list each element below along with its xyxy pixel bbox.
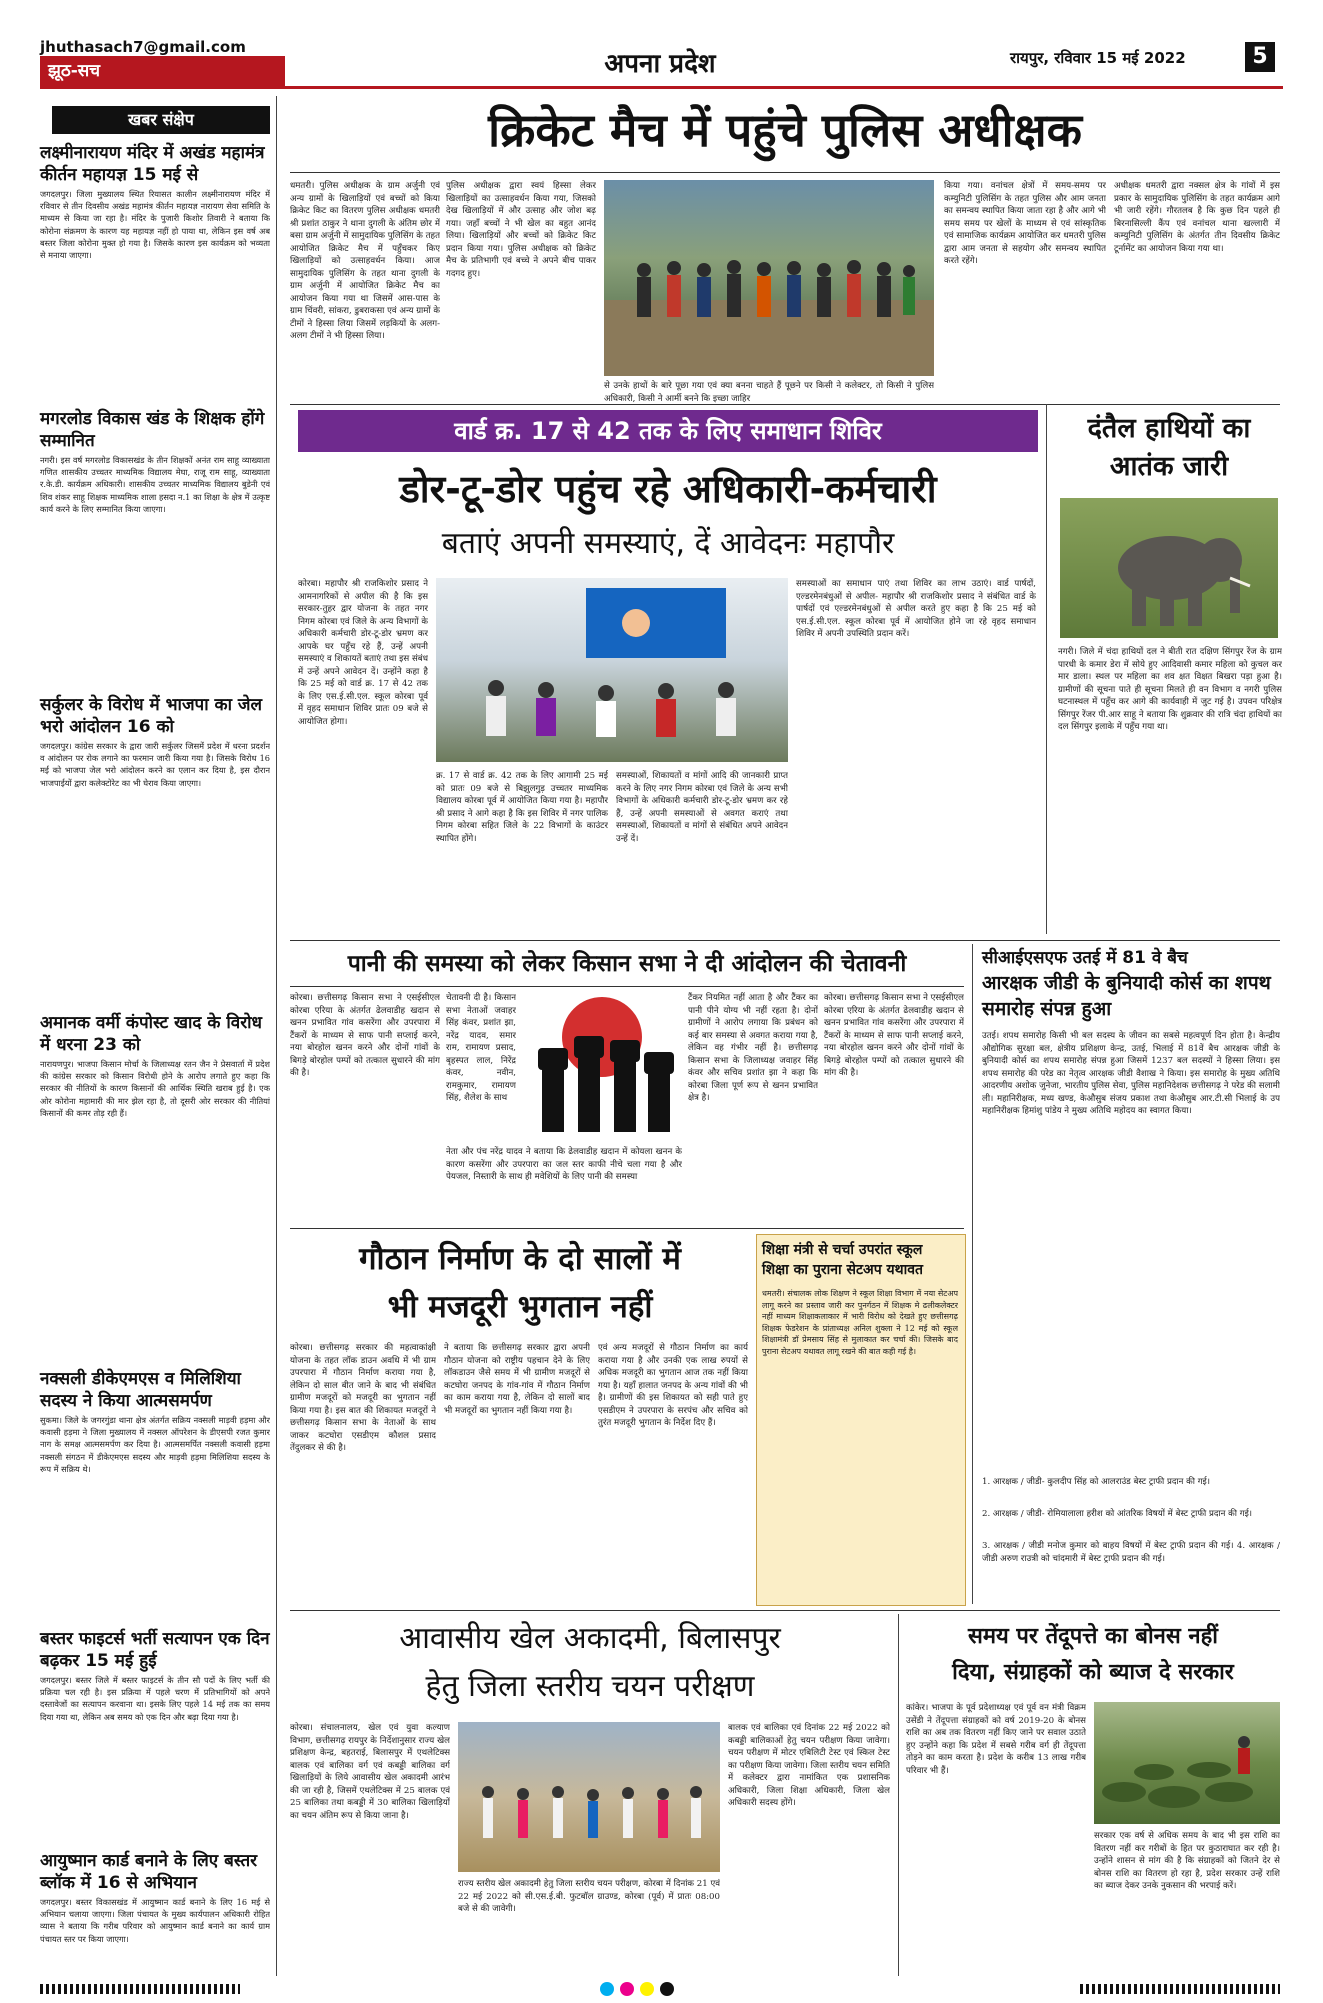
masthead-rule [40,86,1283,89]
tendupatta-photo-illustration [1094,1702,1280,1824]
lead-caption: से उनके हाथों के बारे पूछा गया एवं क्या बनना चाहते हैं पूछने पर किसी ने कलेक्टर, तो किसी ने पुलिस अधिकारी, किसी ने आर्मी बनने कि इच्छा जाहिर [604,381,934,404]
cmyk-yellow-mark [640,1982,654,1996]
kisan-text: कोरबा। छत्तीसगढ़ किसान सभा ने एसईसीएल कोरबा एरिया के अंतर्गत ढेलवाडीह खदान से खनन प्रभावित गांव कसरेंगा और उपरपारा में टैंकरों के माध्यम से साफ पानी सप्लाई करने, नया बोरहोल खनन करने और दोनों गांवों के बिगड़े बोरहोल पम्पों को तत्काल सुधारने की मांग की है। [290,993,440,1078]
khel-text: कोरबा। संचालनालय, खेल एवं युवा कल्याण विभाग, छत्तीसगढ़ रायपुर के निर्देशानुसार राज्य खेल प्रशिक्षण केन्द्र, बहतराई, बिलासपुर में एथलेटिक्स बालक एवं बालिका वर्ग एवं कबड्डी बालिका वर्ग खिलाड़ियों के लिये आवासीय खेल अकादमी आरंभ की जा रही है, जिसमें एथलेटिक्स में 25 बालक एवं 25 बालिका तथा कबड्डी में 30 बालिका खिलाड़ियों का चयन अंतिम रूप से किया जाना है। [290,1723,450,1821]
protest-fists-illustration [522,992,682,1142]
shivir-photo-illustration [436,578,788,762]
shivir-photo [436,578,788,762]
khel-headline: हेतु जिला स्तरीय चयन परीक्षण [425,1669,755,1704]
khel-text: बालक एवं बालिका एवं दिनांक 22 मई 2022 को कबड्डी बालिकाओं हेतु चयन परीक्षण किया जावेगा। चयन परीक्षण में मोटर एबिलिटी टेस्ट एवं स्किल टेस्ट का परीक्षण किया जावेगा। जिला स्तरीय चयन समिति में कलेक्टर द्वारा नामांकित एक प्रशासनिक अधिकारी, जिला शिक्षा अधिकारी, जिला खेल अधिकारी सदस्य होंगे। [728,1723,890,1808]
cmyk-cyan-mark [600,1982,614,1996]
sidebar-item-title: नक्सली डीकेएमएस व मिलिशिया सदस्य ने किया आत्मसमर्पण [40,1369,241,1411]
lead-text: अधीक्षक धमतरी द्वारा नक्सल क्षेत्र के गांवों में इस प्रकार के सामुदायिक पुलिसिंग के तहत कार्यक्रम आगे भी जारी रहेंगे। गौरतलब है कि कुछ दिन पहले ही बिरनासिल्ली कैंप एवं वनांचल थाना खल्लारी में कम्युनिटी पुलिसिंग के अंतर्गत तीन दिवसीय क्रिकेट टूर्नामेंट का आयोजन किया गया था। [1114,181,1280,254]
shiksha-text: धमतरी। संचालक लोक शिक्षण ने स्कूल शिक्षा विभाग में नया सेटअप लागू करने का प्रस्ताव जारी कर पुनर्गठन में शिक्षक मे ढलीकलेक्टर नहीं माध्यम शिक्षाकलाकार में भारी विरोध को देखते हुए छत्तीसगढ़ शिक्षक फेडरेशन के प्रांताध्यक्ष अनिल शुक्ला ने 12 मई को स्कूल शिक्षामंत्री डॉ प्रेमसाय सिंह से मुलाकात कर चर्चा की। जिसके बाद पुराना सेटअप यथावत लागू रखने की बात कही गई है। [762,1289,958,1356]
cisf-headline: सीआईएसएफ उतई में 81 वे बैच [982,948,1188,968]
gauthan-text: ने बताया कि छत्तीसगढ़ सरकार द्वारा अपनी गौठान योजना को राष्ट्रीय पहचान देने के लिए लॉकडाउन जैसे समय में भी ग्रामीण मजदूरों से कटघोरा जनपद के गांव-गांव में गौठान निर्माण का काम कराया गया है, लेकिन दो सालों बाद भी मजदूरों का भुगतान नहीं किया गया है। [444,1343,590,1416]
section-rule [290,1228,964,1229]
sidebar-item-text: नारायणपुर। भाजपा किसान मोर्चा के जिलाध्यक्ष रतन जैन ने प्रेसवार्ता में प्रदेश की कांग्रेस सरकार को किसान विरोधी होने के आरोप लगाते हुए कहा कि सरकार की नीतियों के कारण किसानों की आर्थिक स्थिति खराब हुई है। एक ओर कोरोना महामारी की मार झेल रहा है, तो दूसरी ओर सरकार की नीतियां किसानों की कमर तोड़ रही हैं। [40,1059,270,1118]
lead-headline: क्रिकेट मैच में पहुंचे पुलिस अधीक्षक [488,103,1082,157]
sidebar-item-text: जगदलपुर। बस्तर जिले में बस्तर फाइटर्स के तीन सौ पदों के लिए भर्ती की प्रक्रिया चल रही है। इस प्रक्रिया में पहले चरण में प्रतिभागियों को अपने दस्तावेजों का सत्यापन करवाना था। इसके लिए पहले 14 मई तक का समय दिया गया था, लेकिन अब समय को एक दिन और बढ़ा दिया गया है। [40,1675,270,1722]
shiksha-headline: शिक्षा मंत्री से चर्चा उपरांत स्कूल [762,1242,923,1258]
sidebar-rule [276,96,277,1976]
gauthan-headline: गौठान निर्माण के दो सालों में [359,1241,681,1277]
gauthan-text: कोरबा। छत्तीसगढ़ सरकार की महत्वाकांक्षी योजना के तहत लॉक डाउन अवधि में भी ग्राम उपरपारा में गौठान निर्माण कराया गया है, लेकिन दो साल बीत जाने के बाद भी संबंधित ग्रामीण मजदूरों को मजदूरी का भुगतान नहीं किया गया है। इस बात की शिकायत मजदूरों ने छत्तीसगढ़ किसान सभा के नेताओं के साथ जाकर कटघोरा एसडीएम कौशल प्रसाद तेंदुलकर से की है। [290,1343,436,1453]
kisan-text: चेतावनी दी है। किसान सभा नेताओं जवाहर सिंह कंवर, प्रशांत झा, नरेंद्र यादव, समार राम, रामायण प्रसाद, बृहस्पत लाल, निरेंद्र कंवर, नवीन, रामकुमार, रामायण सिंह, शैलेश के साथ [446,993,516,1103]
feature-text: कोरबा। महापौर श्री राजकिशोर प्रसाद ने आमनागरिकों से अपील की है कि इस सरकार-तुहर द्वार योजना के तहत नगर निगम कोरबा एवं जिले के अन्य विभागों के अधिकारी कर्मचारी डोर-टू-डोर भ्रमण कर आपके घर पहुँच रहे हैं, उन्हें अपनी समस्याएं व शिकायतें बताएं तथा इस संबंध में उन्हें अपने आवेदन दें। उन्होंने कहा है कि 25 मई को वार्ड क्र. 17 से 42 तक के लिए एस.ई.सी.एल. स्कूल कोरबा पूर्व में वृहद समाधान शिविर प्रातः 09 बजे से आयोजित होगा। [298,579,428,727]
section-rule [290,404,1280,405]
khel-photo [458,1722,720,1872]
print-registration-bar [40,1984,240,1994]
tendupatta-text: कांकेर। भाजपा के पूर्व प्रदेशाध्यक्ष एवं पूर्व वन मंत्री विक्रम उसेंडी ने तेंदूपत्ता संग्राहकों को वर्ष 2019-20 के बोनस राशि का अब तक वितरण नहीं किए जाने पर सवाल उठाते हुए उन्होंने कहा कि प्रदेश में सबसे गरीब वर्ग ही तेंदूपत्ता तोड़ने का काम करता है। प्रदेश के करीब 13 लाख गरीब परिवार भी हैं। [906,1703,1086,1776]
kisan-headline: पानी की समस्या को लेकर किसान सभा ने दी आंदोलन की चेतावनी [347,951,907,977]
khel-photo-illustration [458,1722,720,1872]
masthead-email: jhuthasach7@gmail.com [40,38,246,56]
tendupatta-headline: दिया, संग्राहकों को ब्याज दे सरकार [952,1660,1234,1685]
shiksha-headline: शिक्षा का पुराना सेटअप यथावत [762,1262,924,1278]
sidebar-item-title: अमानक वर्मी कंपोस्ट खाद के विरोध में धरना 23 को [40,1013,263,1055]
sidebar-item-title: सर्कुलर के विरोध में भाजपा का जेल भरो आंदोलन 16 को [40,695,263,737]
cmyk-magenta-mark [620,1982,634,1996]
khel-text: राज्य स्तरीय खेल अकादमी हेतु जिला स्तरीय चयन परीक्षण, कोरबा में दिनांक 21 एवं 22 मई 2022 को सी.एस.ई.बी. फुटबॉल ग्राउण्ड, कोरबा (पूर्व) में प्रातः 08:00 बजे से की जावेगी। [458,1879,720,1914]
tendupatta-headline: समय पर तेंदूपत्ते का बोनस नहीं [967,1624,1219,1649]
feature-text: समस्याओं का समाधान पाएं तथा शिविर का लाभ उठाएं। वार्ड पार्षदों, एल्डरमेनबंधुओं से अपील- महापौर श्री राजकिशोर प्रसाद ने संबंधित वार्ड के पार्षदों एवं एल्डरमेनबंधुओं से अपील करते हुए कहा है कि 25 मई को एस.ई.सी.एल. स्कूल कोरबा पूर्व में आयोजित होने जा रहे वृहद समाधान शिविर में अपनी उपस्थिति प्रदान करें। [796,579,1036,639]
sidebar-item-title: बस्तर फाइटर्स भर्ती सत्यापन एक दिन बढ़कर 15 मई हुई [40,1629,270,1671]
sidebar-item-title: मगरलोड विकास खंड के शिक्षक होंगे सम्मानित [40,409,265,451]
gauthan-headline: भी मजदूरी भुगतान नहीं [387,1289,653,1325]
section-rule [290,940,1280,941]
lead-text: पुलिस अधीक्षक द्वारा स्वयं हिस्सा लेकर खिलाड़ियों का उत्साहवर्धन किया गया, जिसको देख खिलाड़ियों में और उत्साह और जोश बढ़ गया। जहाँ बच्चों ने भी खेल का बहुत आनंद लिया। खिलाड़ियों और बच्चों को क्रिकेट किट प्रदान किया गया। पुलिस अधीक्षक को क्रिकेट मैच के प्रतिभागी एवं बच्चे ने अपने बीच पाकर गदगद हुए। [446,181,596,279]
khel-headline: आवासीय खेल अकादमी, बिलासपुर [399,1621,781,1656]
cisf-list-item: 3. आरक्षक / जीडी मनोज कुमार को बाहय विषयों में बेस्ट ट्राफी प्रदान की गई। 4. आरक्षक / जीडी अरुण राउत्री को चांदमारी में बेस्ट ट्राफी प्रदान की गई। [982,1541,1280,1564]
lead-rule [290,172,1280,173]
sidebar-item-text: नगरी। इस वर्ष मगरलोड विकासखंड के तीन शिक्षकों अनंत राम साहू व्याख्याता गणित शासकीय उच्चतर माध्यमिक विद्यालय मेघा, राजू राम साहू, व्याख्याता र.के.डी. कार्यक्रम अधिकारी। शासकीय उच्चतर माध्यमिक विद्यालय बुडेनी एवं शिव शंकर साहू शिक्षक माध्यमिक शाला हसदा न.1 का शिक्षा के क्षेत्र में उत्कृष्ट कार्य करने के लिए सम्मानित किया जाएगा। [40,455,270,514]
sidebar-item-text: जगदलपुर। बस्तर विकासखंड में आयुष्मान कार्ड बनाने के लिए 16 मई से अभियान चलाया जाएगा। जिला पंचायत के मुख्य कार्यपालन अधिकारी रोहित व्यास ने बताया कि गरीब परिवार को आयुष्मान कार्ड बनाने का कार्य ग्राम पंचायत स्तर पर किया जाएगा। [40,1897,270,1944]
kisan-rule [290,986,964,987]
section-title: अपना प्रदेश [604,49,716,79]
column-rule [898,1614,899,1976]
cisf-headline: आरक्षक जीडी के बुनियादी कोर्स का शपथ समारोह संपन्न हुआ [982,972,1271,1020]
cisf-list-item: 2. आरक्षक / जीडी- रोमियालाला हरीश को आंतरिक विषयों में बेस्ट ट्राफी प्रदान की गई। [982,1509,1253,1519]
lead-text: किया गया। वनांचल क्षेत्रों में समय-समय पर कम्युनिटी पुलिसिंग के तहत पुलिस और आम जनता का समन्वय स्थापित किया जाता रहा है और आगे भी समय समय पर खेलों के माध्यम से एवं सांस्कृतिक एवं सामाजिक कार्यक्रम आयोजित कर धमतरी पुलिस द्वारा आम जनता से सहयोग और समन्वय स्थापित करते रहेंगे। [944,181,1106,266]
feature-text: क्र. 17 से वार्ड क्र. 42 तक के लिए आगामी 25 मई को प्रातः 09 बजे से बिझुलगुड़ उच्चतर माध्यमिक विद्यालय कोरबा पूर्व में आयोजित किया गया है। महापौर श्री प्रसाद ने आगे कहा है कि इस शिविर में नगर पालिक निगम कोरबा सहित जिले के 22 विभागों के काउंटर स्थापित होंगे। [436,771,608,844]
elephant-photo [1060,498,1278,638]
sidebar-item-text: जगदलपुर। जिला मुख्यालय स्थित रियासत कालीन लक्ष्मीनारायण मंदिर में रविवार से तीन दिवसीय अखंड महामंत्र कीर्तन महायज्ञ नारायण सेवा समिति के माध्यम से किया जा रहा है। मंदिर के पुजारी किशोर तिवारी ने बताया कि कोरोना संक्रमण के कारण यह महायज्ञ नहीं हो पाया था, लेकिन इस वर्ष अब बस्तर जिला कोरोना मुक्त हो गया है। जिसके कारण इस कार्यक्रम को भव्यता से मनाया जाएगा। [40,189,270,261]
sidebar-item-text: सुकमा। जिले के जगरगुंडा थाना क्षेत्र अंतर्गत सक्रिय नक्सली माड़वी हड़मा और कवासी हड़मा ने जिला मुख्यालय में नक्सल ऑपरेशन के डीएसपी रजत कुमार नाग के समक्ष आत्मसमर्पण कर दिया है। आत्मसमर्पित नक्सली कवासी हड़मा नक्सली संगठन में डीकेएमएस सदस्य और माड़वी हड़मा मिलिशिया सदस्य के रूप में सक्रिय थे। [40,1415,270,1474]
sidebar-item-text: जगदलपुर। कांग्रेस सरकार के द्वारा जारी सर्कुलर जिसमें प्रदेश में धरना प्रदर्शन व आंदोलन पर रोक लगाने का फरमान जारी किया गया है। जिसके विरोध 16 मई को भाजपा जेल भरो आंदोलन करने का एलान कर दिया है, इस दौरान भाजपाईयों द्वारा कलेक्टोरेट का भी घेराव किया जाएगा। [40,741,270,788]
cricket-photo [604,180,934,376]
column-rule [1046,404,1047,934]
elephant-text: नगरी। जिले में चंदा हाथियों दल ने बीती रात दक्षिण सिंगपुर रेंज के ग्राम पारधी के कमार डेरा में सोये हुए आदिवासी कमार महिला को कुचल कर मार डाला। स्थल पर महिला का शव क्षत विक्षत बिखरा पड़ा हुआ है। ग्रामीणों की सूचना पाते ही सूचना मिलते ही वन विभाग व नगरी पुलिस घटनास्थल में पहुँच कर आगे की कार्यवाही में जुट गई है। उपवन परिक्षेत्र सिंगपुर रेंजर पी.आर साहू ने बताया कि शुक्रवार की रात्रि चंदा हाथियों का दल सिंगपुर इलाके में पहुँच गया था। [1058,647,1282,732]
cisf-text: उतई। शपथ समारोह किसी भी बल सदस्य के जीवन का सबसे महत्वपूर्ण दिन होता है। केन्द्रीय औद्योगिक सुरक्षा बल, क्षेत्रीय प्रशिक्षण केन्द्र, उतई, भिलाई में 81वें बैच आरक्षक जीडी के बुनियादी कोर्स का शपथ समारोह संपन्न हुआ जिसमें 1237 बल सदस्यों ने हिस्सा लिया। इस शपथ समारोह की परेड का नेतृत्व आरक्षक जीडी वैशाख ने किया। इस समारोह के मुख्य अतिथि आदरणीय अशोक जुनेजा, भारतीय पुलिस सेवा, पुलिस महानिदेशक छत्तीसगढ़ ने परेड की सलामी ली। महानिरीक्षक, मध्य खण्ड, केऔसुब संजय प्रकाश तथा केऔसुब आर.टी.सी भिलाई के उप महानिरीक्षक हिमांशु पांडेय ने मुख्य अतिथि महोदय का स्वागत किया। [982,1031,1280,1116]
tendupatta-text: सरकार एक वर्ष से अधिक समय के बाद भी इस राशि का वितरण नहीं कर गरीबों के हित पर कुठाराघात कर रही है। उन्होंने शासन से मांग की है कि संग्राहकों को जितने देर से बोनस राशि का वितरण हो रहा है, प्रदेश सरकार उन्हें राशि का ब्याज देकर उनके नुकसान की भरपाई करें। [1094,1831,1280,1891]
sidebar-item-title: लक्ष्मीनारायण मंदिर में अखंड महामंत्र कीर्तन महायज्ञ 15 मई से [40,143,265,185]
feature-subhead: बताएं अपनी समस्याएं, दें आवेदनः महापौर [441,526,895,561]
issue-date: रायपुर, रविवार 15 मई 2022 [1010,49,1186,67]
elephant-headline: दंतैल हाथियों का आतंक जारी [1087,413,1251,482]
sidebar-label: खबर संक्षेप [52,106,270,134]
feature-text: समस्याओं, शिकायतों व मांगों आदि की जानकारी प्राप्त करने के लिए नगर निगम कोरबा एवं जिले के अन्य सभी विभागों के अधिकारी कर्मचारी डोर-टू-डोर भ्रमण कर रहे हैं, उन्हें अपनी समस्याओं से अवगत कराएं तथा समस्याओं, शिकायतों व मांगों से संबंधित अपने आवेदन उन्हें दें। [616,771,788,844]
protest-illustration [522,992,682,1142]
kisan-text: नेता और पंच नरेंद्र यादव ने बताया कि ढेलवाडीह खदान में कोयला खनन के कारण कसरेंगा और उपरपारा का जल स्तर काफी नीचे चला गया है और पेयजल, निस्तारी के साथ ही मवेशियों के लिए पानी की समस्या [446,1147,682,1182]
sidebar-item-title: आयुष्मान कार्ड बनाने के लिए बस्तर ब्लॉक में 16 से अभियान [40,1851,258,1893]
kisan-text: कोरबा। छत्तीसगढ़ किसान सभा ने एसईसीएल कोरबा एरिया के अंतर्गत ढेलवाडीह खदान से खनन प्रभावित गांव कसरेंगा और उपरपारा में टैंकरों के माध्यम से साफ पानी सप्लाई करने, नया बोरहोल खनन करने और दोनों गांवों के बिगड़े बोरहोल पम्पों को तत्काल सुधारने की मांग की है। [824,993,964,1078]
lead-text: धमतरी। पुलिस अधीक्षक के ग्राम अर्जुनी एवं अन्य ग्रामों के खिलाड़ियों एवं बच्चों को किया क्रिकेट किट का वितरण पुलिस अधीक्षक धमतरी श्री प्रशांत ठाकुर ने थाना दुगली के अंतिम छोर में बसा ग्राम अर्जुनी में सामुदायिक पुलिसिंग के तहत आयोजित क्रिकेट मैच में पहुँचकर किए खिलाड़ियों को उत्साहवर्धन किया। आज सामुदायिक पुलिसिंग के तहत थाना दुगली के ग्राम अर्जुनी में आयोजित क्रिकेट मैच का आयोजन किया गया था जिसमें आस-पास के ग्राम चिंवरी, सांकरा, डुबराकसा एवं अन्य ग्रामों के टीमों ने हिस्सा लिया जिसमें लड़कियों के अलग-अलग टीमों ने भी हिस्सा लिया। [290,181,440,341]
feature-headline: डोर-टू-डोर पहुंच रहे अधिकारी-कर्मचारी [399,467,937,511]
gauthan-text: एवं अन्य मजदूरों से गौठान निर्माण का कार्य कराया गया है और उनकी एक लाख रुपयों से अधिक मजदूरी का भुगतान आज तक नहीं किया गया है। यहाँ हालात जनपद के अन्य गांवों की भी है। ग्रामीणों की इस शिकायत को सही पाते हुए एसडीएम ने उपरपारा के सरपंच और सचिव को तुरंत मजदूरी भुगतान के निर्देश दिए हैं। [598,1343,748,1428]
kisan-text: टैंकर नियमित नहीं आता है और टैंकर का पानी पीने योग्य भी नहीं रहता है। दोनों ग्रामीणों ने आरोप लगाया कि प्रबंधन को कई बार समस्या से अवगत कराया गया है, लेकिन वह गंभीर नहीं है। छत्तीसगढ़ किसान सभा के जिलाध्यक्ष जवाहर सिंह कंवर और सचिव प्रशांत झा ने कहा कि कोरबा जिला पूर्ण रूप से खनन प्रभावित क्षेत्र है। [688,993,818,1103]
cricket-photo-illustration [604,180,934,376]
masthead-brand: झूठ-सच [40,56,285,86]
feature-banner: वार्ड क्र. 17 से 42 तक के लिए समाधान शिविर [298,410,1038,452]
elephant-photo-illustration [1060,498,1278,638]
section-rule [290,1610,1280,1611]
tendupatta-photo [1094,1702,1280,1824]
print-registration-bar [1080,1984,1280,1994]
column-rule [972,944,973,1604]
cisf-list-item: 1. आरक्षक / जीडी- कुलदीप सिंह को आलराउंड बेस्ट ट्राफी प्रदान की गई। [982,1477,1211,1487]
page-number: 5 [1245,42,1275,72]
cmyk-black-mark [660,1982,674,1996]
